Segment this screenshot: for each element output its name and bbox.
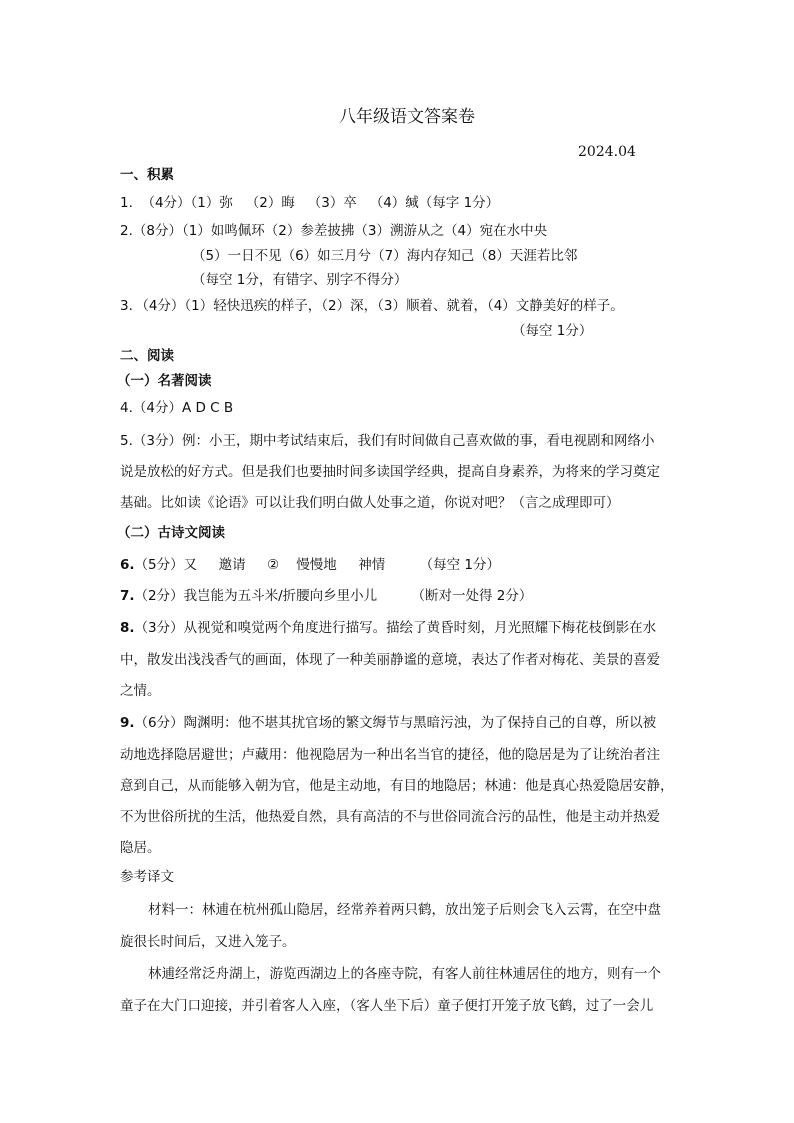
answer-q9-line3: 意到自己，从而能够入朝为官，他是主动地，有目的地隐居；林逋：他是真心热爱隐居安静， <box>120 778 674 794</box>
answer-q1: 1. （4分）（1）弥 （2）晦 （3）卒 （4）缄（每字 1分） <box>120 195 500 211</box>
answer-q8-line2: 中，散发出浅浅香气的画面，体现了一种美丽静谧的意境，表达了作者对梅花、美景的喜爱 <box>120 652 660 668</box>
answer-q2-line2: （5）一日不见（6）如三月兮（7）海内存知己（8）天涯若比邻 <box>192 248 578 264</box>
q7-text: （2分）我岂能为五斗米/折腰向乡里小儿 （断对一处得 2分） <box>134 588 533 604</box>
subsection-heading-poetry: （二）古诗文阅读 <box>117 525 225 541</box>
answer-q9-line1 <box>120 713 656 733</box>
date-label: 2024.04 <box>578 144 636 160</box>
answer-q3-note: （每空 1分） <box>512 323 593 339</box>
answer-q7 <box>120 586 532 606</box>
section-heading-reading: 二、阅读 <box>120 348 174 364</box>
subsection-heading-classics: （一）名著阅读 <box>117 373 212 389</box>
answer-q5-line1: 5.（3分）例：小王，期中考试结束后，我们有时间做自己喜欢做的事，看电视剧和网络小 <box>120 433 655 449</box>
q9-text: （6分）陶渊明：他不堪其扰官场的繁文缛节与黑暗污浊，为了保持自己的自尊，所以被 <box>134 715 657 731</box>
answer-q8-line3: 之情。 <box>120 683 161 699</box>
answer-q2-note: （每空 1分，有错字、别字不得分） <box>192 272 408 288</box>
answer-q9-line2: 动地选择隐居避世；卢藏用：他视隐居为一种出名当官的捷径，他的隐居是为了让统治者注 <box>120 747 660 763</box>
reference-translation-heading: 参考译文 <box>120 869 174 885</box>
q8-number: 8. <box>120 620 135 636</box>
answer-q3-line1: 3．（4分）（1）轻快迅疾的样子，（2）深，（3）顺着、就着，（4）文静美好的样子。 <box>120 298 624 314</box>
answer-q5-line2: 说是放松的好方式。但是我们也要抽时间多读国学经典，提高自身素养，为将来的学习奠定 <box>120 464 660 480</box>
translation-p1-line2: 旋很长时间后，又进入笼子。 <box>120 934 296 950</box>
translation-p1-line1: 材料一：林逋在杭州孤山隐居，经常养着两只鹤，放出笼子后则会飞入云霄，在空中盘 <box>148 902 661 918</box>
q6-text: （5分）又 邀请 ② 慢慢地 神情 （每空 1分） <box>134 557 500 573</box>
answer-q2-line1: 2.（8分）（1）如鸣佩环（2）参差披拂（3）溯游从之（4）宛在水中央 <box>120 223 548 239</box>
answer-q9-line5: 隐居。 <box>120 840 161 856</box>
answer-q6 <box>120 555 500 575</box>
translation-p2-line2: 童子在大门口迎接，并引着客人入座，（客人坐下后）童子便打开笼子放飞鹤，过了一会儿 <box>120 998 654 1014</box>
q7-number: 7. <box>120 588 135 604</box>
translation-p2-line1: 林逋经常泛舟湖上，游览西湖边上的各座寺院，有客人前往林逋居住的地方，则有一个 <box>148 966 661 982</box>
section-heading-accumulation: 一、积累 <box>120 167 174 183</box>
q6-number: 6. <box>120 557 135 573</box>
answer-q8-line1 <box>120 618 656 638</box>
answer-q4: 4.（4分）A D C B <box>120 400 234 416</box>
q9-number: 9. <box>120 715 135 731</box>
answer-q5-line3: 基础。比如读《论语》可以让我们明白做人处事之道，你说对吧？（言之成理即可） <box>120 495 620 511</box>
page-title: 八年级语文答案卷 <box>339 107 475 127</box>
answer-q9-line4: 不为世俗所扰的生活，他热爱自然，具有高洁的不与世俗同流合污的品性，他是主动并热爱 <box>120 809 660 825</box>
q8-text: （3分）从视觉和嗅觉两个角度进行描写。描绘了黄昏时刻，月光照耀下梅花枝倒影在水 <box>134 620 657 636</box>
